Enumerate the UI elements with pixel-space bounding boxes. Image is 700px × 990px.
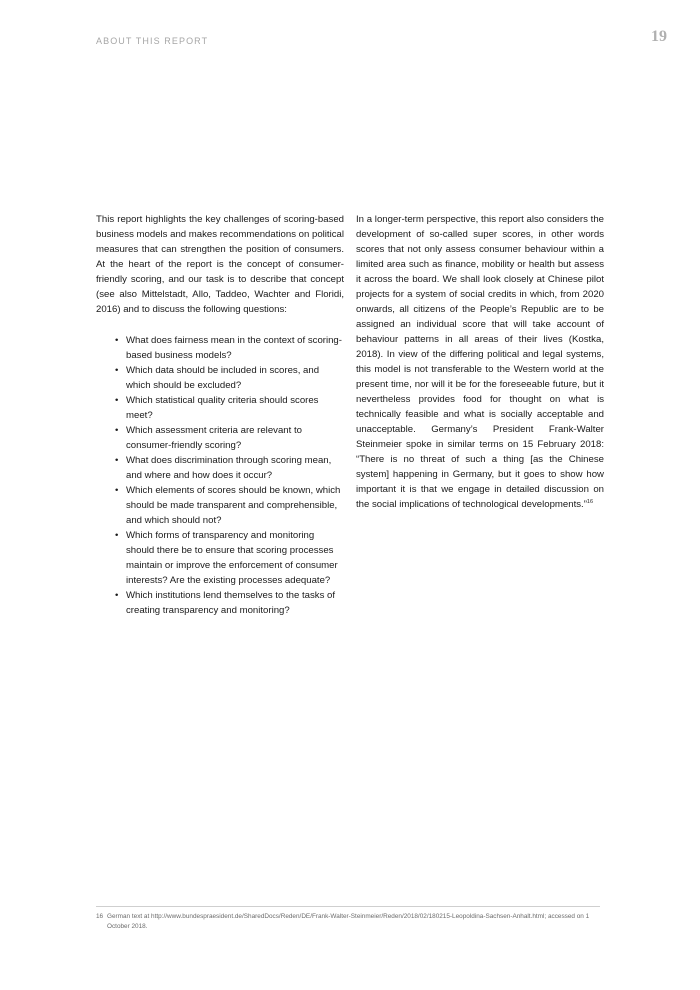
left-column xyxy=(96,212,344,618)
question-item: • What does discrimination through scoring mean, and where and how does it occur? xyxy=(126,453,344,483)
footnote-divider xyxy=(96,906,600,907)
question-item: • Which forms of transparency and monitoring should there be to ensure that scoring processes maintain or improve the enforcement of consumer interests? Are the existing processes adequate? xyxy=(126,528,344,588)
footnote-text: German text at http://www.bundespraesident.de/SharedDocs/Reden/DE/Frank-Walter-Steinmeier/Reden/2018/02/180215-Leopoldina-Sachsen-Anhalt.html; accessed on 1 October 2018. xyxy=(107,913,590,930)
footnote xyxy=(96,912,600,932)
question-item: • Which statistical quality criteria should scores meet? xyxy=(126,393,344,423)
question-item: • Which elements of scores should be known, which should be made transparent and comprehensible, and which should not? xyxy=(126,483,344,528)
running-header: ABOUT THIS REPORT xyxy=(96,36,209,46)
question-list xyxy=(96,333,344,618)
footnote-reference: 16 xyxy=(586,498,594,505)
body-paragraph-text: In a longer-term perspective, this report also considers the development of so-called super scores, in other words scores that not only assess consumer behaviour within a limited area such as finance, mobility or health but assess it across the board. We shall look closely at Chinese pilot projects for a system of social credits in which, from 2020 onwards, all citizens of the People’s Republic are to be assigned an individual score that will take account of behaviour patterns in all areas of their lives (Kostka, 2018). In view of the differing political and legal systems, this model is not transferable to the Western world at the present time, nor will it be for the foreseeable future, but it nevertheless provides food for thought on what is technically feasible and what is socially acceptable and unacceptable. Germany’s President Frank-Walter Steinmeier spoke in similar terms on 15 February 2018: “There is no threat of such a thing [as the Chinese system] happening in Germany, but it goes to show how important it is that we engage in detailed discussion on the social implications of technological developments.” xyxy=(356,214,604,510)
question-item: • Which assessment criteria are relevant to consumer-friendly scoring? xyxy=(126,423,344,453)
body-paragraph xyxy=(356,212,604,512)
intro-paragraph: This report highlights the key challenges of scoring-based business models and makes recommendations on political measures that can strengthen the position of consumers. At the heart of the report is the concept of consumer-friendly scoring, and our task is to describe that concept (see also Mittelstadt, Allo, Taddeo, Wachter and Floridi, 2016) and to discuss the following questions: xyxy=(96,214,344,315)
right-column xyxy=(356,212,604,512)
question-item: • Which institutions lend themselves to the tasks of creating transparency and monitoring? xyxy=(126,588,344,618)
question-item: • What does fairness mean in the context of scoring-based business models? xyxy=(126,333,344,363)
question-item: • Which data should be included in scores, and which should be excluded? xyxy=(126,363,344,393)
footnote-number: 16 xyxy=(96,913,104,920)
page-number: 19 xyxy=(651,28,667,45)
